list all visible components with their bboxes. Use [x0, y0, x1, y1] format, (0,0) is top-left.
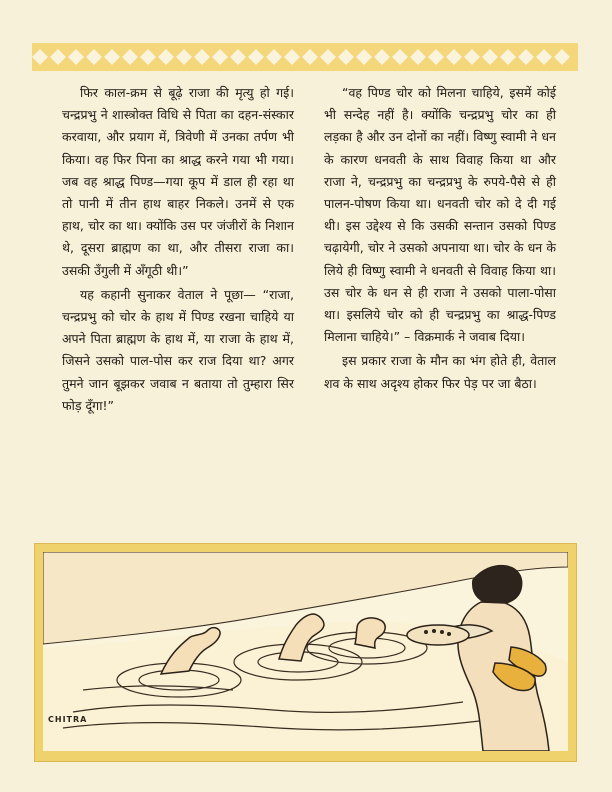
right-column [324, 82, 556, 397]
right-paragraph-2: इस प्रकार राजा के मौन का भंग होते ही, वेताल शव के साथ अदृश्य होकर फिर पेड़ पर जा बैठा। [324, 353, 556, 391]
right-paragraph-1: “वह पिण्ड चोर को मिलना चाहिये, इसमें कोई भी सन्देह नहीं है। क्योंकि चन्द्रप्रभु चोर का ही लड़का है और उन दोनों का नहीं। विष्णु स्वामी ने धन के कारण धनवती के साथ विवाह किया था और राजा ने, चन्द्रप्रभु का चन्द्रप्रभु के रुपये-पैसे से ही पालन-पोषण किया था। धनवती चोर को दे दी गई थी। इस उद्देश्य से कि उसकी सन्तान उसको पिण्ड चढ़ायेगी, चोर ने उसको अपनाया था। चोर के धन के लिये ही विष्णु स्वामी ने धनवती से विवाह किया था। उस चोर के धन से ही राजा ने उसको पाला-पोसा था। इसलिये चोर को ही चन्द्रप्रभु का श्राद्ध-पिण्ड मिलाना चाहिये।” – विक्रमार्क ने जवाब दिया। [324, 85, 556, 345]
left-column [62, 82, 294, 419]
diamond-pattern-icon [32, 43, 578, 71]
left-paragraph-1: फिर काल-क्रम से बूढ़े राजा की मृत्यु हो गई। चन्द्रप्रभु ने शास्त्रोक्त विधि से पिता का दहन-संस्कार करवाया, और प्रयाग में, त्रिवेणी में उनका तर्पण भी किया। वह फिर पिना का श्राद्ध करने गया भी गया। जब वह श्राद्ध पिण्ड—गया कूप में डाल ही रहा था तो पानी में तीन हाथ बाहर निकले। उनमें से एक हाथ, चोर का था। क्योंकि उस पर जंजीरों के निशान थे, दूसरा ब्राह्मण का था, और तीसरा राजा का। उसकी उँगुली में अँगूठी थी।” [62, 85, 294, 278]
left-paragraph-2: यह कहानी सुनाकर वेताल ने पूछा— “राजा, चन्द्रप्रभु को चोर के हाथ में पिण्ड रखना चाहिये या अपने पिता ब्राह्मण के हाथ में, या राजा के हाथ में, जिसने उसको पाल-पोस कर राज दिया था? अगर तुमने जान बूझकर जवाब न बताया तो तुम्हारा सिर फोड़ दूँगा!” [62, 286, 294, 413]
illustration-art [43, 552, 568, 751]
illustration-frame [34, 543, 577, 762]
decorative-border [32, 43, 578, 71]
water-ritual-illustration [43, 552, 568, 751]
illustration-signature: CHITRA [48, 715, 88, 724]
